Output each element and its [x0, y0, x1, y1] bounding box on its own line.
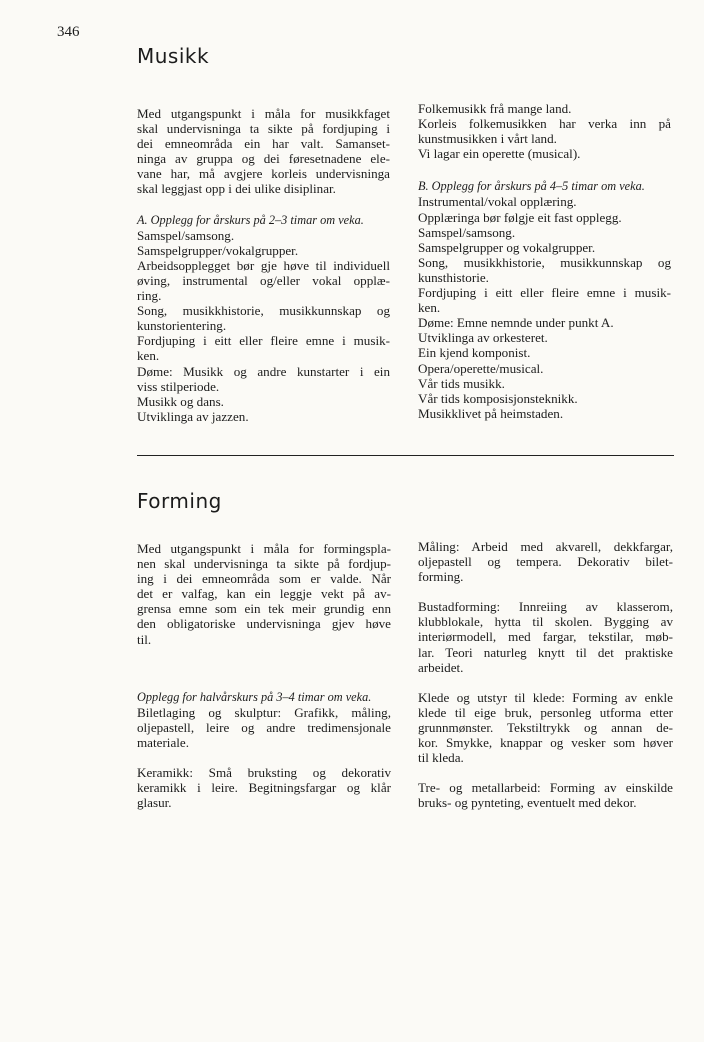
text-line: lar. Teori naturleg knytt til det praktiske	[418, 644, 673, 660]
text-line: Vi lagar ein operette (musical).	[418, 146, 581, 162]
text-line: viss stilperiode.	[137, 378, 220, 394]
text-line: øving, instrumental og/eller vokal opplæ-	[137, 272, 390, 288]
list-item	[418, 210, 671, 225]
musikk-right-list	[418, 101, 671, 161]
text-line: Biletlaging og skulptur: Grafikk, måling,	[137, 704, 391, 720]
list-item	[418, 406, 671, 421]
text-line: kunstmusikken i vårt land.	[418, 131, 557, 147]
forming-right-blocks	[418, 539, 673, 810]
text-line: kor. Smykke, knappar og vesker som høver	[418, 735, 673, 751]
text-line: Opera/operette/musical.	[418, 360, 544, 376]
text-line: Keramikk: Små bruksting og dekorativ	[137, 765, 391, 781]
text-line: kunsthistorie.	[418, 269, 489, 285]
list-item	[418, 194, 671, 209]
forming-half-heading: Opplegg for halvårskurs på 3–4 timar om veka.	[137, 689, 372, 704]
paragraph-line: dei emneområda ein har valt. Samanset-	[137, 136, 390, 152]
list-item	[418, 361, 671, 376]
text-line: bruks- og pynteting, eventuelt med dekor.	[418, 795, 637, 811]
text-line: glasur.	[137, 795, 172, 811]
text-line: interiørmodell, med fargar, tekstilar, møb-	[418, 629, 673, 645]
text-line: Vår tids musikk.	[418, 375, 505, 391]
text-line: Tre- og metallarbeid: Forming av einskilde	[418, 780, 673, 796]
text-line: Korleis folkemusikken har verka inn på	[418, 116, 671, 132]
text-line: Samspel/samsong.	[137, 227, 235, 243]
paragraph-line: grensa emne som ein tek meir grundig enn	[137, 601, 391, 617]
musikk-b-list	[418, 194, 671, 420]
text-line: Utviklinga av jazzen.	[137, 408, 249, 424]
list-item	[137, 303, 390, 333]
text-line: Klede og utstyr til klede: Forming av enkle	[418, 689, 673, 705]
text-line: Instrumental/vokal opplæring.	[418, 194, 577, 210]
text-line: Song, musikkhistorie, musikkunnskap og	[137, 303, 390, 319]
paragraph-line: ninga av gruppa og dei føresetnadene ele-	[137, 151, 390, 167]
list-item	[137, 394, 390, 409]
list-item	[418, 225, 671, 240]
list-item	[137, 243, 390, 258]
list-item	[418, 391, 671, 406]
paragraph-line: det er valfag, kan ein leggje vekt på av-	[137, 586, 391, 602]
list-item	[418, 690, 673, 765]
list-item	[418, 330, 671, 345]
text-line: Døme: Emne nemnde under punkt A.	[418, 315, 614, 331]
text-line: oljepastell, leire og andre tredimensjonale	[137, 719, 391, 735]
list-item	[137, 705, 391, 750]
text-line: Utviklinga av orkesteret.	[418, 330, 548, 346]
text-line: Folkemusikk frå mange land.	[418, 101, 572, 116]
text-line: materiale.	[137, 734, 189, 750]
paragraph-line: ing i dei emneområda som er valde. Når	[137, 571, 391, 587]
paragraph-line: Med utgangspunkt i måla for formingspla-	[137, 541, 391, 556]
musikk-right-column	[418, 101, 671, 421]
text-line: Samspelgrupper/vokalgrupper.	[137, 242, 299, 258]
paragraph-line: nen skal undervisninga ta sikte på fordjup-	[137, 556, 391, 572]
text-line: grunnmønster. Tekstiltrykk og annan de-	[418, 719, 673, 735]
list-item	[418, 599, 673, 674]
paragraph-line: til.	[137, 631, 152, 647]
text-line: ken.	[137, 348, 160, 364]
list-item	[137, 228, 390, 243]
list-item	[137, 765, 391, 810]
forming-intro	[137, 541, 391, 647]
text-line: Bustadforming: Innreiing av klasserom,	[418, 599, 673, 615]
text-line: Arbeidsopplegget bør gje høve til individuell	[137, 257, 390, 273]
text-line: keramikk i leire. Begitningsfargar og klår	[137, 780, 391, 796]
musikk-heading: Musikk	[137, 44, 210, 68]
text-line: Ein kjend komponist.	[418, 345, 531, 361]
list-item	[418, 240, 671, 255]
forming-right-column	[418, 539, 673, 810]
text-line: oljepastell og tempera. Dekorativ bilet-	[418, 554, 673, 570]
page-number: 346	[57, 24, 80, 40]
text-line: Musikk og dans.	[137, 393, 224, 409]
section-divider	[137, 455, 674, 456]
paragraph-line: Med utgangspunkt i måla for musikkfaget	[137, 106, 390, 121]
musikk-a-list	[137, 228, 390, 424]
text-line: arbeidet.	[418, 659, 464, 675]
musikk-a-heading: A. Opplegg for årskurs på 2–3 timar om veka.	[137, 212, 364, 227]
text-line: Musikklivet på heimstaden.	[418, 405, 564, 421]
text-line: Vår tids komposisjonsteknikk.	[418, 390, 578, 406]
text-line: Song, musikkhistorie, musikkunnskap og	[418, 254, 671, 270]
text-line: Samspel/samsong.	[418, 224, 516, 240]
list-item	[137, 333, 390, 363]
list-item	[418, 539, 673, 584]
text-line: Måling: Arbeid med akvarell, dekkfargar,	[418, 539, 673, 554]
list-item	[137, 364, 390, 394]
musikk-b-heading: B. Opplegg for årskurs på 4–5 timar om veka.	[418, 179, 645, 194]
forming-left-column	[137, 541, 391, 810]
forming-heading: Forming	[137, 489, 222, 513]
paragraph-line: vane har, må avgjere korleis undervisninga	[137, 166, 390, 182]
list-item	[418, 146, 671, 161]
paragraph-line: den obligatoriske undervisninga gjev høve	[137, 616, 391, 632]
text-line: klede til eige bruk, personleg utforma etter	[418, 704, 673, 720]
forming-left-blocks	[137, 705, 391, 811]
list-item	[137, 409, 390, 424]
text-line: ring.	[137, 288, 162, 304]
list-item	[418, 376, 671, 391]
list-item	[418, 101, 671, 116]
list-item	[418, 116, 671, 146]
paragraph-line: skal leggjast opp i dei ulike disiplinar.	[137, 181, 336, 197]
text-line: forming.	[418, 569, 464, 585]
text-line: klubblokale, hytta til skolen. Bygging av	[418, 614, 673, 630]
paragraph-line: skal undervisninga ta sikte på fordjuping i	[137, 121, 390, 137]
text-line: Fordjuping i eitt eller fleire emne i musik-	[137, 333, 390, 349]
list-item	[418, 345, 671, 360]
text-line: Samspelgrupper og vokalgrupper.	[418, 239, 596, 255]
list-item	[418, 315, 671, 330]
list-item	[418, 285, 671, 315]
musikk-intro	[137, 106, 390, 197]
text-line: Opplæringa bør følgje eit fast opplegg.	[418, 209, 622, 225]
text-line: ken.	[418, 300, 441, 316]
text-line: Fordjuping i eitt eller fleire emne i musik-	[418, 285, 671, 301]
text-line: Døme: Musikk og andre kunstarter i ein	[137, 363, 390, 379]
text-line: til kleda.	[418, 750, 464, 766]
list-item	[418, 780, 673, 810]
musikk-left-column	[137, 106, 390, 424]
text-line: kunstorientering.	[137, 318, 227, 334]
list-item	[137, 258, 390, 303]
list-item	[418, 255, 671, 285]
